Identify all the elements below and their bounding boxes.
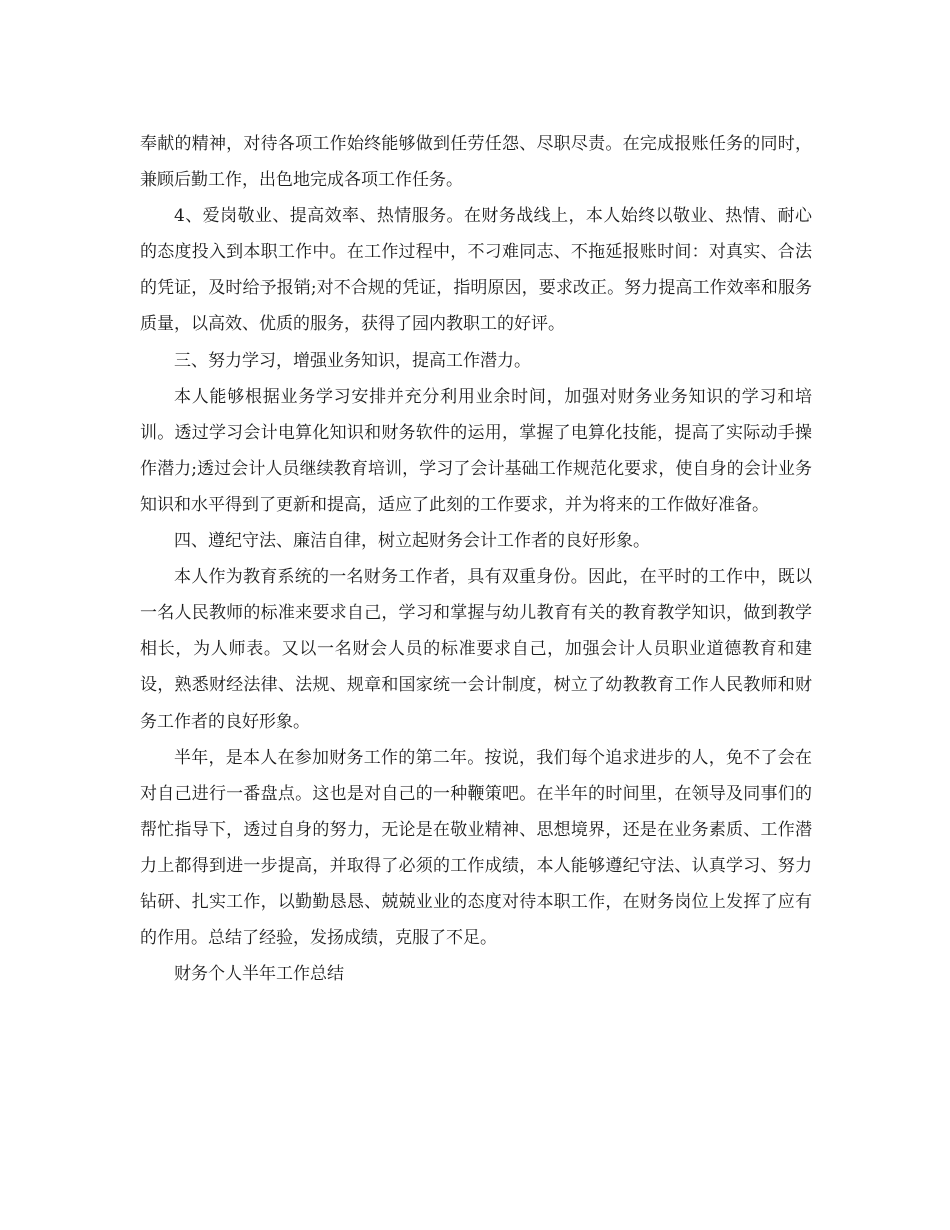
document-title-line: 财务个人半年工作总结 bbox=[174, 964, 344, 985]
paragraph-item-4: 4、爱岗敬业、提高效率、热情服务。在财务战线上，本人始终以敬业、热情、耐心的态度投入到本职工作中。在工作过程中，不刁难同志、不拖延报账时间：对真实、合法的凭证，及时给予报销;对不合规的凭证，指明原因，要求改正。努力提高工作效率和服务质量，以高效、优质的服务，获得了园内教职工的好评。 bbox=[140, 206, 812, 335]
paragraph-dual-identity: 本人作为教育系统的一名财务工作者，具有双重身份。因此，在平时的工作中，既以一名人民教师的标准来要求自己，学习和掌握与幼儿教育有关的教育教学知识，做到教学相长，为人师表。又以一名财会人员的标准要求自己，加强会计人员职业道德教育和建设，熟悉财经法律、法规、规章和国家统一会计制度，树立了幼教教育工作人民教师和财务工作者的良好形象。 bbox=[140, 567, 812, 732]
paragraph-continuation: 奉献的精神，对待各项工作始终能够做到任劳任怨、尽职尽责。在完成报账任务的同时，兼顾后勤工作，出色地完成各项工作任务。 bbox=[140, 134, 812, 191]
section-heading-3: 三、努力学习，增强业务知识，提高工作潜力。 bbox=[174, 350, 531, 371]
section-heading-4: 四、遵纪守法、廉洁自律，树立起财务会计工作者的良好形象。 bbox=[174, 531, 650, 552]
paragraph-study: 本人能够根据业务学习安排并充分利用业余时间，加强对财务业务知识的学习和培训。透过学习会计电算化知识和财务软件的运用，掌握了电算化技能，提高了实际动手操作潜力;透过会计人员继续教育培训，学习了会计基础工作规范化要求，使自身的会计业务知识和水平得到了更新和提高，适应了此刻的工作要求，并为将来的工作做好准备。 bbox=[140, 386, 812, 515]
paragraph-half-year-summary: 半年，是本人在参加财务工作的第二年。按说，我们每个追求进步的人，免不了会在对自己进行一番盘点。这也是对自己的一种鞭策吧。在半年的时间里，在领导及同事们的帮忙指导下，透过自身的努力，无论是在敬业精神、思想境界，还是在业务素质、工作潜力上都得到进一步提高，并取得了必须的工作成绩，本人能够遵纪守法、认真学习、努力钻研、扎实工作，以勤勤恳恳、兢兢业业的态度对待本职工作，在财务岗位上发挥了应有的作用。总结了经验，发扬成绩，克服了不足。 bbox=[140, 747, 812, 949]
document-body bbox=[140, 126, 812, 992]
